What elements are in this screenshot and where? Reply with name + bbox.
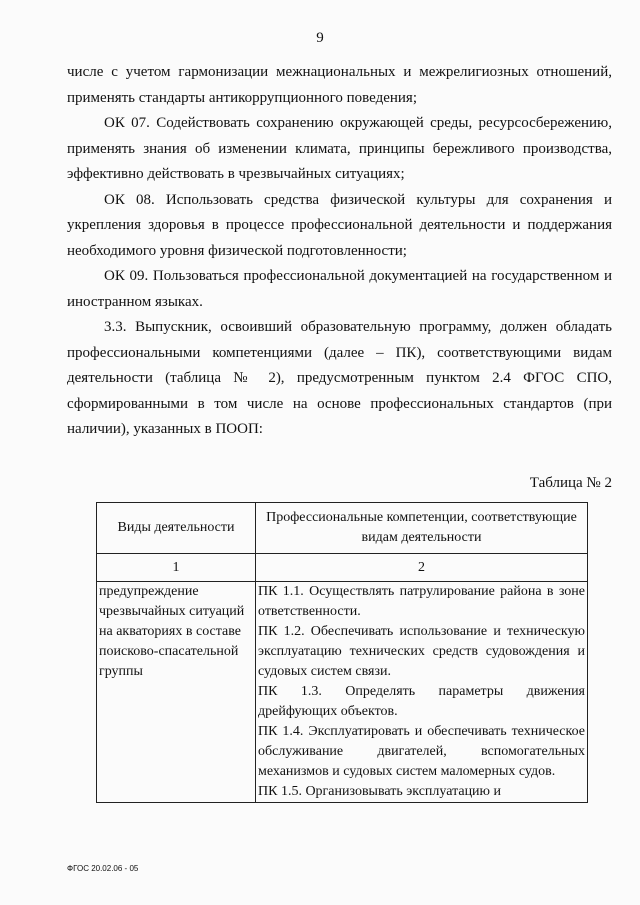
competency-item: ПК 1.4. Эксплуатировать и обеспечивать техническое обслуживание двигателей, вспомогательных механизмов и судовых систем маломерных судов. <box>258 724 585 779</box>
competency-item: ПК 1.3. Определять параметры движения дрейфующих объектов. <box>258 684 585 719</box>
table-caption: Таблица № 2 <box>529 475 612 491</box>
footer-code: ФГОС 20.02.06 - 05 <box>67 864 139 873</box>
paragraph: ОК 07. Содействовать сохранению окружающей среды, ресурсосбережению, применять знания об изменении климата, принципы бережливого производства, эффективно действовать в чрезвычайных ситуациях; <box>67 115 612 182</box>
paragraph: 3.3. Выпускник, освоивший образовательную программу, должен обладать профессиональными компетенциями (далее – ПК), соответствующими видам деятельности (таблица № 2), предусмотренным пунктом 2.4 ФГОС СПО, сформированными в том числе на основе профессиональных стандартов (при наличии), указанных в ПООП: <box>67 319 612 437</box>
column-number: 1 <box>97 554 256 582</box>
activity-cell: предупреждение чрезвычайных ситуаций на акваториях в составе поисково-спасательной группы <box>97 582 256 803</box>
table-header-row <box>97 503 588 554</box>
header-cell-competencies: Профессиональные компетенции, соответствующие видам деятельности <box>256 503 588 554</box>
table-row <box>97 582 588 803</box>
header-cell-activity: Виды деятельности <box>97 503 256 554</box>
competency-item: ПК 1.5. Организовывать эксплуатацию и <box>258 784 502 799</box>
competencies-table <box>96 502 588 803</box>
paragraph: ОК 09. Пользоваться профессиональной документацией на государственном и иностранном языках. <box>67 268 612 310</box>
page-number: 9 <box>316 30 324 46</box>
paragraph: числе с учетом гармонизации межнациональных и межрелигиозных отношений, применять стандарты антикоррупционного поведения; <box>67 64 612 106</box>
competency-item: ПК 1.1. Осуществлять патрулирование района в зоне ответственности. <box>258 584 585 619</box>
paragraph: ОК 08. Использовать средства физической культуры для сохранения и укрепления здоровья в процессе профессиональной деятельности и поддержания необходимого уровня физической подготовленности; <box>67 191 612 259</box>
competencies-cell <box>256 582 588 803</box>
competency-item: ПК 1.2. Обеспечивать использование и техническую эксплуатацию технических средств судовождения и судовых систем связи. <box>258 624 585 679</box>
column-number-row <box>97 554 588 582</box>
column-number: 2 <box>256 554 588 582</box>
body-text <box>67 60 612 443</box>
